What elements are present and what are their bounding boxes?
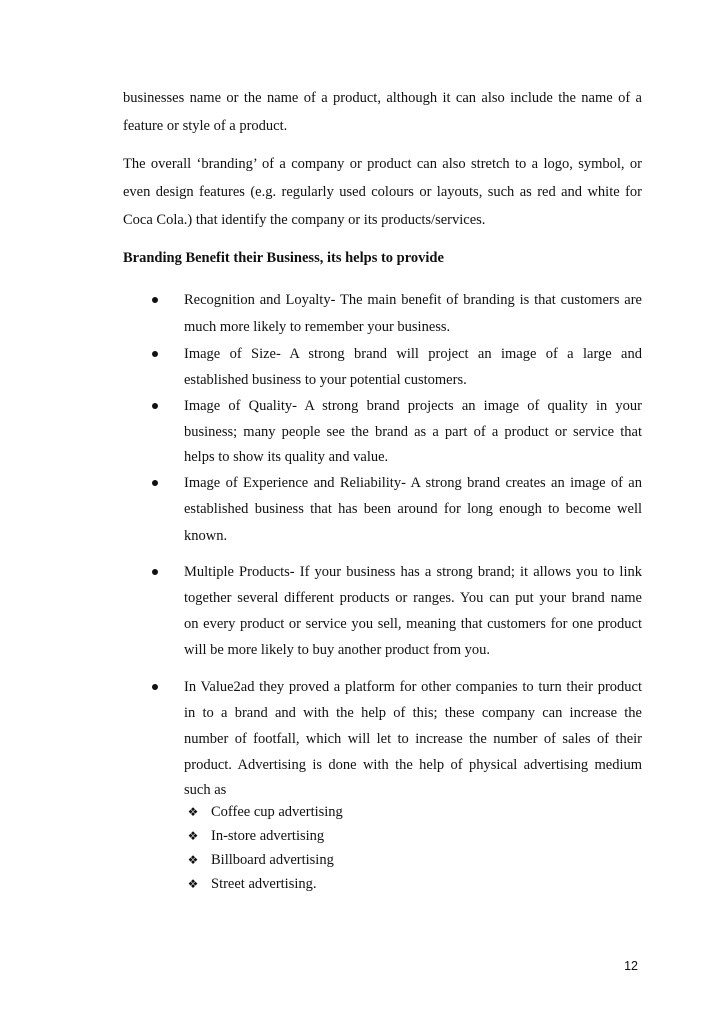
bullet-line: Multiple Products- If your business has a strong brand; it allows you to link [184, 564, 642, 580]
bullet-dot [152, 403, 158, 409]
bullet-line: together several different products or ranges. You can put your brand name [184, 590, 642, 606]
paragraph-line: feature or style of a product. [123, 118, 288, 134]
sub-bullet-line: Street advertising. [211, 876, 317, 892]
bullet-line: number of footfall, which will let to increase the number of sales of their [184, 731, 642, 747]
bullet-line: known. [184, 528, 228, 544]
page-number: 12 [624, 959, 638, 973]
bullet-line: in to a brand and with the help of this; these company can increase the [184, 705, 642, 721]
diamond-bullet-icon: ❖ [187, 853, 199, 867]
paragraph-line: even design features (e.g. regularly used colours or layouts, such as red and white for [123, 184, 642, 200]
section-heading: Branding Benefit their Business, its helps to provide [123, 250, 444, 266]
bullet-line: Image of Experience and Reliability- A strong brand creates an image of an [184, 475, 642, 491]
bullet-line: business; many people see the brand as a part of a product or service that [184, 424, 642, 440]
bullet-dot [152, 569, 158, 575]
bullet-line: such as [184, 782, 227, 798]
sub-bullet-line: Coffee cup advertising [211, 804, 343, 820]
paragraph-line: The overall ‘branding’ of a company or product can also stretch to a logo, symbol, or [123, 156, 642, 172]
diamond-bullet-icon: ❖ [187, 829, 199, 843]
paragraph-line: Coca Cola.) that identify the company or its products/services. [123, 212, 486, 228]
bullet-line: In Value2ad they proved a platform for other companies to turn their product [184, 679, 642, 695]
diamond-bullet-icon: ❖ [187, 877, 199, 891]
paragraph-line: businesses name or the name of a product, although it can also include the name of a [123, 90, 642, 106]
bullet-line: established business to your potential customers. [184, 372, 467, 388]
bullet-line: helps to show its quality and value. [184, 449, 389, 465]
bullet-dot [152, 480, 158, 486]
sub-bullet-line: In-store advertising [211, 828, 325, 844]
bullet-line: on every product or service you sell, meaning that customers for one product [184, 616, 642, 632]
diamond-bullet-icon: ❖ [187, 805, 199, 819]
bullet-line: Image of Size- A strong brand will project an image of a large and [184, 346, 642, 362]
bullet-line: product. Advertising is done with the help of physical advertising medium [184, 757, 642, 773]
bullet-line: Image of Quality- A strong brand projects an image of quality in your [184, 398, 642, 414]
bullet-line: Recognition and Loyalty- The main benefit of branding is that customers are [184, 292, 642, 308]
bullet-line: established business that has been around for long enough to become well [184, 501, 642, 517]
bullet-dot [152, 351, 158, 357]
bullet-line: will be more likely to buy another product from you. [184, 642, 491, 658]
bullet-dot [152, 297, 158, 303]
bullet-line: much more likely to remember your business. [184, 319, 451, 335]
sub-bullet-line: Billboard advertising [211, 852, 334, 868]
bullet-dot [152, 684, 158, 690]
